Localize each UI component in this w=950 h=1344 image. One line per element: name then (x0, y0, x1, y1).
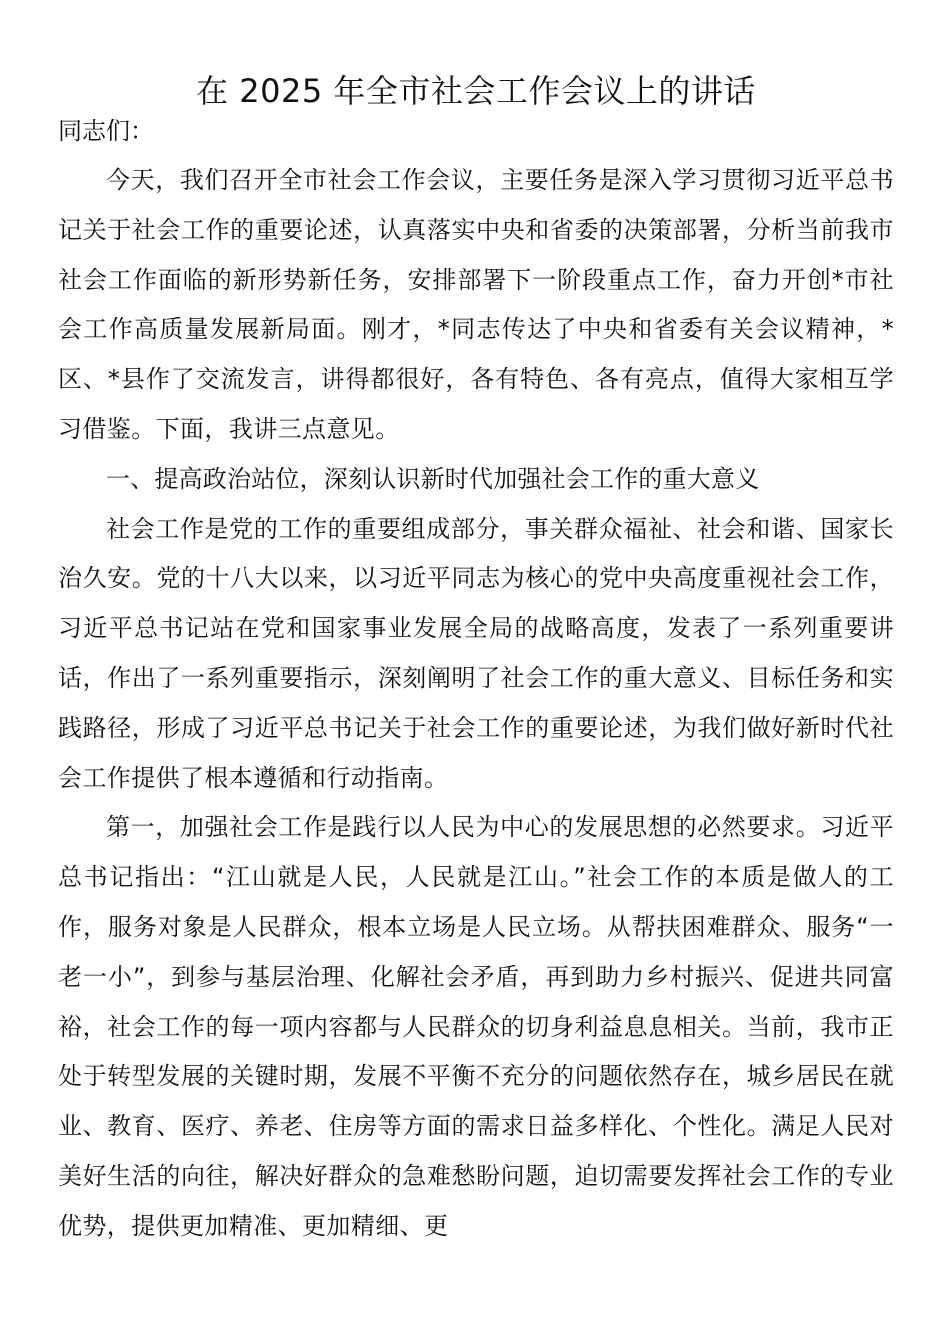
salutation: 同志们： (58, 117, 154, 145)
paragraph-first-point: 第一，加强社会工作是践行以人民为中心的发展思想的必然要求。习近平总书记指出：“江山就是人民，人民就是江山。”社会工作的本质是做人的工作，服务对象是人民群众，根本立场是人民立场。从帮扶困难群众、服务“一老一小”，到参与基层治理、化解社会矛盾，再到助力乡村振兴、促进共同富裕，社会工作的每一项内容都与人民群众的切身利益息息相关。当前，我市正处于转型发展的关键时期，发展不平衡不充分的问题依然存在，城乡居民在就业、教育、医疗、养老、住房等方面的需求日益多样化、个性化。满足人民对美好生活的向往，解决好群众的急难愁盼问题，迫切需要发挥社会工作的专业优势，提供更加精准、更加精细、更 (58, 813, 894, 1240)
paragraph-intro: 今天，我们召开全市社会工作会议，主要任务是深入学习贯彻习近平总书记关于社会工作的重要论述，认真落实中央和省委的决策部署，分析当前我市社会工作面临的新形势新任务，安排部署下一阶段重点工作，奋力开创*市社会工作高质量发展新局面。刚才，*同志传达了中央和省委有关会议精神，*区、*县作了交流发言，讲得都很好，各有特色、各有亮点，值得大家相互学习借鉴。下面，我讲三点意见。 (58, 166, 894, 443)
document-title: 在 2025 年全市社会工作会议上的讲话 (196, 72, 756, 110)
section-heading-1: 一、提高政治站位，深刻认识新时代加强社会工作的重大意义 (106, 464, 760, 493)
document-page (58, 70, 894, 1252)
paragraph-significance: 社会工作是党的工作的重要组成部分，事关群众福祉、社会和谐、国家长治久安。党的十八大以来，以习近平同志为核心的党中央高度重视社会工作，习近平总书记站在党和国家事业发展全局的战略高度，发表了一系列重要讲话，作出了一系列重要指示，深刻阐明了社会工作的重大意义、目标任务和实践路径，形成了习近平总书记关于社会工作的重要论述，为我们做好新时代社会工作提供了根本遵循和行动指南。 (58, 514, 894, 792)
